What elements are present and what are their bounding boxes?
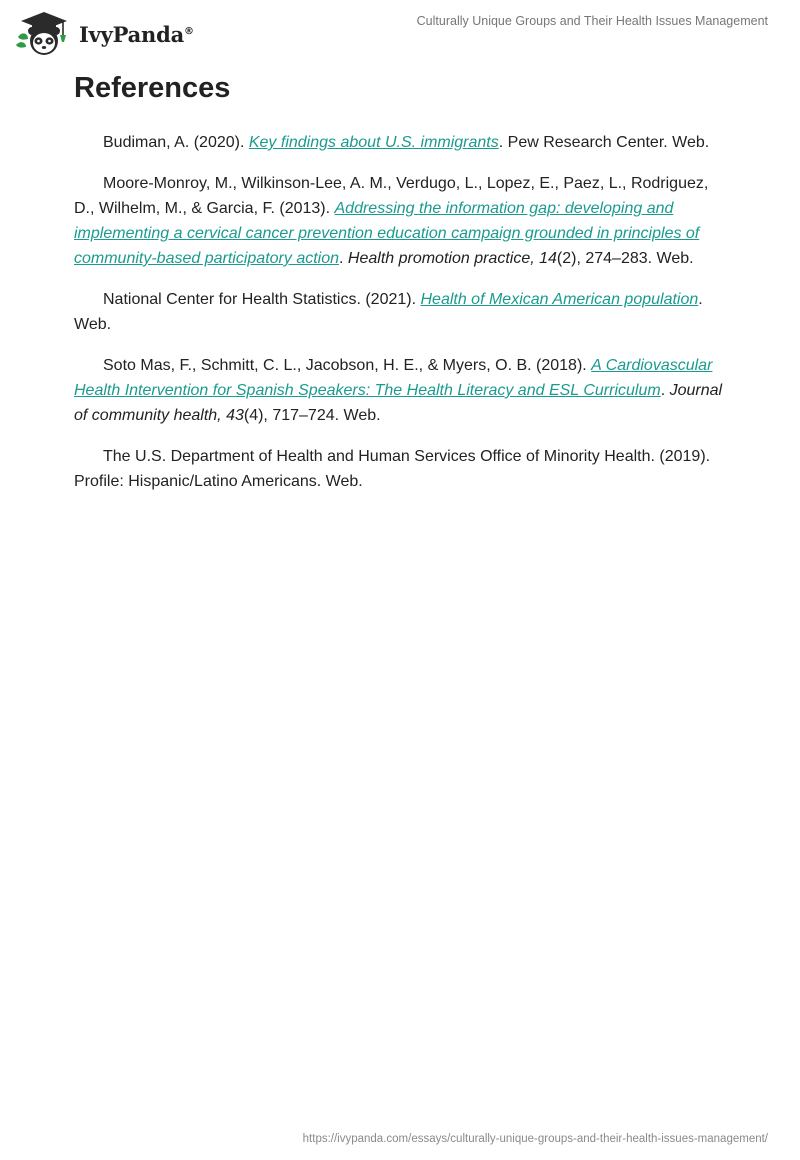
page-header xyxy=(0,0,800,62)
reference-source: . Web. xyxy=(74,291,703,333)
reference-source: (4), 717–724. Web. xyxy=(243,407,381,424)
reference-link[interactable]: Key findings about U.S. immigrants xyxy=(248,134,499,151)
reference-separator: . xyxy=(660,382,670,399)
references-list xyxy=(74,130,724,510)
reference-source: . Pew Research Center. Web. xyxy=(498,134,710,151)
panda-graduate-icon xyxy=(13,9,75,57)
ivypanda-logo[interactable] xyxy=(13,9,194,57)
reference-journal: Health promotion practice, 14 xyxy=(347,250,557,267)
reference-link[interactable]: Addressing the information gap: developing and implementing a cervical cancer prevention education campaign grounded in principles of community-based participatory action xyxy=(74,200,700,267)
reference-authors: Moore-Monroy, M., Wilkinson-Lee, A. M., Verdugo, L., Lopez, E., Paez, L., Rodriguez, D., Wilhelm, M., & Garcia, F. (2013). xyxy=(74,175,709,217)
reference-link[interactable]: Health of Mexican American population xyxy=(420,291,699,308)
reference-journal: Journal of community health, 43 xyxy=(74,382,723,424)
reference-separator: . xyxy=(339,250,348,267)
registered-mark: ® xyxy=(184,25,194,37)
logo-text: IvyPanda xyxy=(79,21,185,47)
reference-text: The U.S. Department of Health and Human Services Office of Minority Health. (2019). Profile: Hispanic/Latino Americans. Web. xyxy=(74,448,711,490)
references-heading: References xyxy=(74,72,231,104)
reference-entry xyxy=(74,287,724,337)
reference-entry xyxy=(74,353,724,428)
reference-authors: National Center for Health Statistics. (2021). xyxy=(103,291,421,308)
document-title: Culturally Unique Groups and Their Health Issues Management xyxy=(416,14,768,28)
reference-source: (2), 274–283. Web. xyxy=(556,250,694,267)
reference-link[interactable]: A Cardiovascular Health Intervention for Spanish Speakers: The Health Literacy and ESL Curriculum xyxy=(74,357,713,399)
reference-authors: Soto Mas, F., Schmitt, C. L., Jacobson, H. E., & Myers, O. B. (2018). xyxy=(103,357,592,374)
reference-entry xyxy=(74,444,724,494)
reference-authors: Budiman, A. (2020). xyxy=(103,134,249,151)
reference-entry xyxy=(74,130,724,155)
logo-wordmark xyxy=(79,22,194,47)
reference-entry xyxy=(74,171,724,271)
source-url[interactable]: https://ivypanda.com/essays/culturally-unique-groups-and-their-health-issues-management/ xyxy=(302,1133,768,1145)
